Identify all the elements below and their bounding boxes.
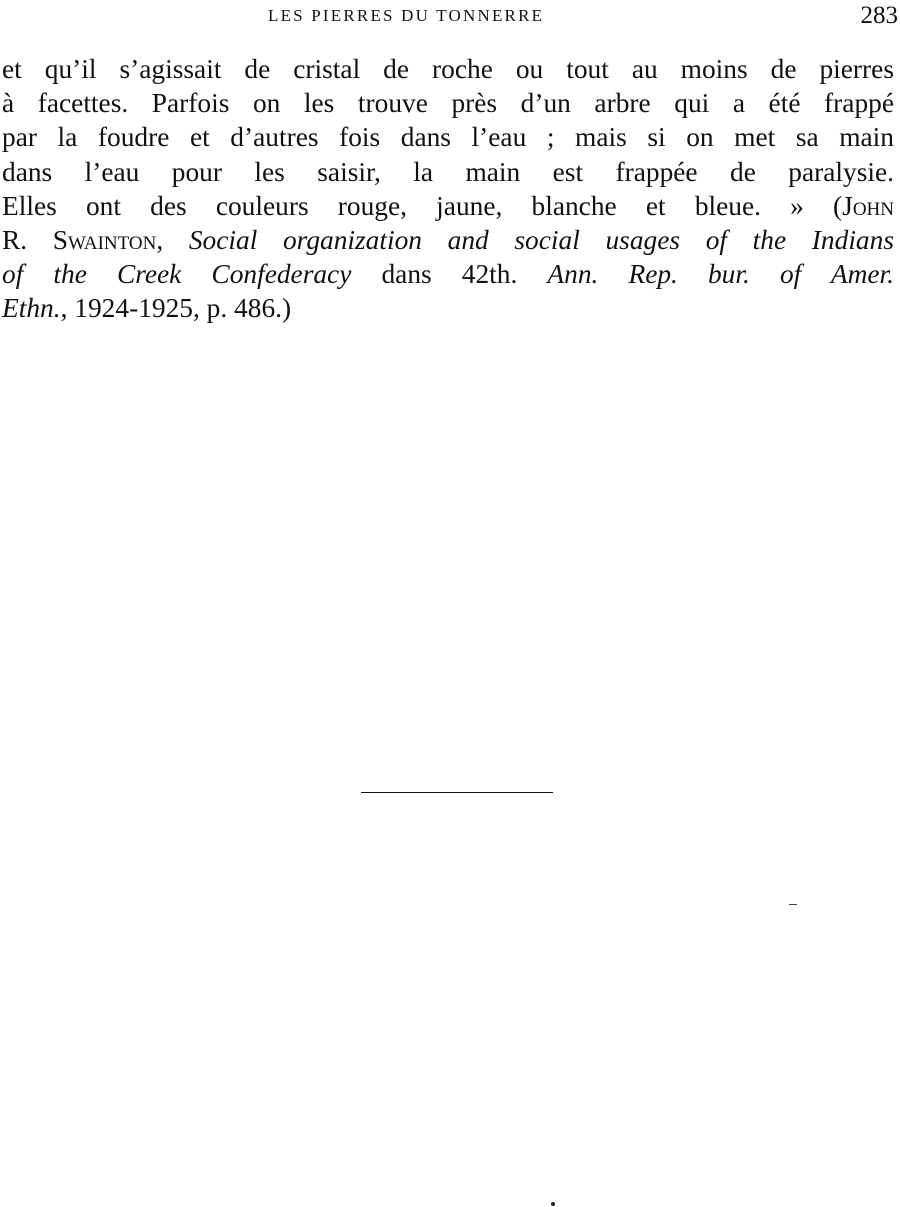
text-segment: dans 42th. <box>351 259 548 290</box>
citation-series: Ann. Rep. bur. of Amer. <box>547 259 894 290</box>
text-segment: Elles ont des couleurs rouge, jaune, blanche et bleue. » ( <box>2 190 843 221</box>
body-paragraph <box>2 52 894 326</box>
citation-title: of the Creek Confederacy <box>2 259 352 290</box>
citation-author-initial: R. <box>2 225 53 256</box>
print-speck <box>551 1202 555 1206</box>
section-rule <box>361 792 553 793</box>
text-line: à facettes. Parfois on les trouve près d’un arbre qui a été frappé <box>2 88 894 119</box>
text-line: par la foudre et d’autres fois dans l’eau ; mais si on met sa main <box>2 122 894 153</box>
text-segment: , <box>156 225 164 256</box>
citation-tail: , 1924-1925, p. 486.) <box>60 293 292 324</box>
text-line <box>2 189 894 223</box>
citation-title: Social organization and social usages of the Indians <box>188 225 894 256</box>
text-line: dans l’eau pour les saisir, la main est frappée de paralysie. <box>2 156 894 187</box>
citation-author-last: Swainton <box>52 225 157 256</box>
text-line <box>2 223 894 257</box>
text-line: et qu’il s’agissait de cristal de roche ou tout au moins de pierres <box>2 54 894 84</box>
running-head <box>0 2 900 32</box>
text-line <box>2 257 894 291</box>
print-speck <box>789 904 797 905</box>
text-line <box>2 291 894 325</box>
running-title: LES PIERRES DU TONNERRE <box>268 6 545 25</box>
page-number: 283 <box>860 2 898 29</box>
citation-author-first: John <box>842 190 894 221</box>
citation-series: Ethn. <box>2 293 61 324</box>
